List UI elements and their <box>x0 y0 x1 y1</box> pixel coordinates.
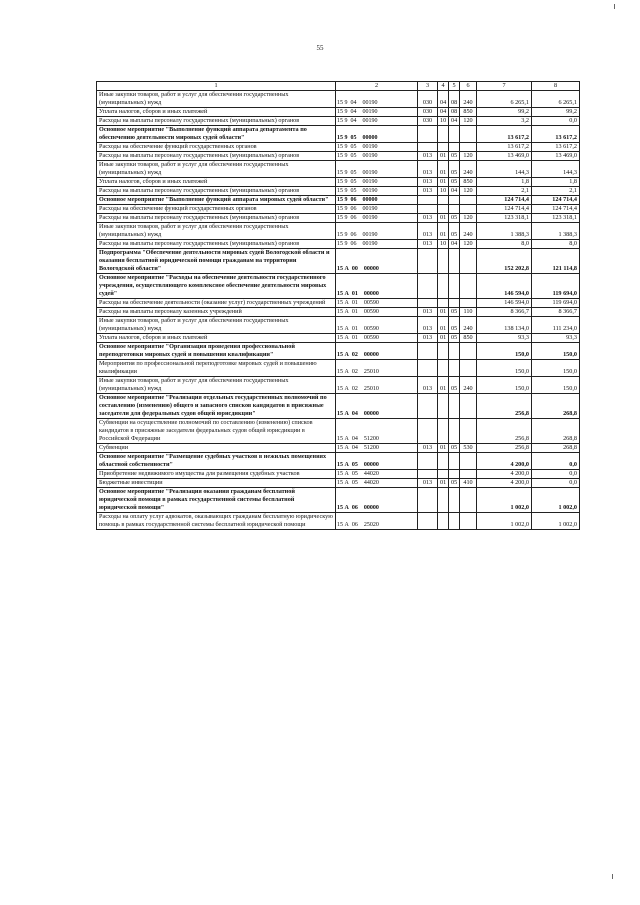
row-amount-year-2: 0,0 <box>532 453 580 470</box>
table-row <box>97 317 580 334</box>
row-expense-type: 530 <box>460 444 477 453</box>
table-row <box>97 274 580 299</box>
row-section-code: 10 <box>438 240 449 249</box>
table-row <box>97 308 580 317</box>
scan-mark-bottom <box>612 874 613 879</box>
row-name: Расходы на обеспечение функций государственных органов <box>97 143 336 152</box>
row-amount-year-2: 1 002,0 <box>532 513 580 530</box>
row-ministry-code: 030 <box>418 108 438 117</box>
row-section-code <box>438 249 449 274</box>
row-section-code: 10 <box>438 117 449 126</box>
row-subsection-code: 05 <box>449 479 460 488</box>
row-code: 15 А 01 00590 <box>336 308 418 317</box>
table-row <box>97 360 580 377</box>
row-code: 15 А 06 00000 <box>336 488 418 513</box>
row-section-code <box>438 394 449 419</box>
row-expense-type: 850 <box>460 178 477 187</box>
row-subsection-code <box>449 419 460 444</box>
row-name: Расходы на обеспечение деятельности (оказание услуг) государственных учреждений <box>97 299 336 308</box>
row-expense-type <box>460 470 477 479</box>
row-expense-type <box>460 126 477 143</box>
row-name: Основное мероприятие "Реализация оказания гражданам бесплатной юридической помощи в рамках государственной системы бесплатной юридической помощи" <box>97 488 336 513</box>
row-code: 15 9 06 00000 <box>336 196 418 205</box>
row-amount-year-2: 119 694,0 <box>532 299 580 308</box>
row-code: 15 9 05 00190 <box>336 143 418 152</box>
row-amount-year-2: 99,2 <box>532 108 580 117</box>
row-amount-year-1: 150,0 <box>477 377 532 394</box>
table-row <box>97 299 580 308</box>
row-code: 15 9 06 00190 <box>336 240 418 249</box>
row-amount-year-2: 123 318,1 <box>532 214 580 223</box>
row-amount-year-1: 1 002,0 <box>477 488 532 513</box>
row-expense-type: 240 <box>460 161 477 178</box>
table-row <box>97 249 580 274</box>
row-ministry-code <box>418 126 438 143</box>
row-ministry-code <box>418 343 438 360</box>
row-subsection-code <box>449 470 460 479</box>
table-row <box>97 152 580 161</box>
row-section-code <box>438 143 449 152</box>
row-ministry-code: 013 <box>418 377 438 394</box>
column-header: 4 <box>438 82 449 91</box>
row-code: 15 9 05 00190 <box>336 178 418 187</box>
row-code: 15 А 02 00000 <box>336 343 418 360</box>
row-name: Бюджетные инвестиции <box>97 479 336 488</box>
row-amount-year-2: 0,0 <box>532 470 580 479</box>
row-code: 15 А 01 00000 <box>336 274 418 299</box>
row-code: 15 А 05 44020 <box>336 479 418 488</box>
row-amount-year-1: 124 714,4 <box>477 196 532 205</box>
table-row <box>97 126 580 143</box>
row-amount-year-1: 256,8 <box>477 444 532 453</box>
row-code: 15 9 05 00190 <box>336 187 418 196</box>
scan-mark-top <box>614 4 615 9</box>
row-section-code: 01 <box>438 152 449 161</box>
row-expense-type: 850 <box>460 108 477 117</box>
table-row <box>97 444 580 453</box>
row-subsection-code: 05 <box>449 334 460 343</box>
row-amount-year-1: 2,1 <box>477 187 532 196</box>
table-row <box>97 394 580 419</box>
row-name: Расходы на оплату услуг адвокатов, оказывающих гражданам бесплатную юридическую помощь в рамках государственной системы бесплатной юридической помощи <box>97 513 336 530</box>
table-row <box>97 91 580 108</box>
row-name: Приобретение недвижимого имущества для размещения судебных участков <box>97 470 336 479</box>
row-amount-year-2: 268,8 <box>532 419 580 444</box>
row-name: Расходы на выплаты персоналу государственных (муниципальных) органов <box>97 214 336 223</box>
row-section-code <box>438 419 449 444</box>
row-ministry-code: 013 <box>418 317 438 334</box>
table-row <box>97 196 580 205</box>
row-ministry-code <box>418 488 438 513</box>
row-ministry-code: 013 <box>418 161 438 178</box>
row-amount-year-1: 1,8 <box>477 178 532 187</box>
row-subsection-code <box>449 143 460 152</box>
row-section-code <box>438 360 449 377</box>
row-amount-year-1: 146 594,0 <box>477 274 532 299</box>
row-code: 15 А 00 00000 <box>336 249 418 274</box>
row-expense-type: 410 <box>460 479 477 488</box>
table-row <box>97 143 580 152</box>
row-section-code: 01 <box>438 377 449 394</box>
row-amount-year-1: 13 617,2 <box>477 126 532 143</box>
column-header: 2 <box>336 82 418 91</box>
row-section-code: 01 <box>438 223 449 240</box>
row-expense-type <box>460 394 477 419</box>
row-amount-year-1: 4 200,0 <box>477 453 532 470</box>
row-amount-year-1: 8 366,7 <box>477 308 532 317</box>
row-name: Основное мероприятие "Расходы на обеспечение деятельности государственного учреждения, осуществляющего комплексное обеспечение деятельности мировых судей" <box>97 274 336 299</box>
row-name: Расходы на выплаты персоналу государственных (муниципальных) органов <box>97 117 336 126</box>
row-subsection-code <box>449 513 460 530</box>
row-section-code: 01 <box>438 308 449 317</box>
row-name: Субвенции на осуществление полномочий по составлению (изменению) списков кандидатов в присяжные заседатели федеральных судов общей юрисдикции в Российской Федерации <box>97 419 336 444</box>
row-amount-year-2: 2,1 <box>532 187 580 196</box>
row-code: 15 9 04 00190 <box>336 108 418 117</box>
table-row <box>97 240 580 249</box>
row-subsection-code: 04 <box>449 187 460 196</box>
row-amount-year-1: 150,0 <box>477 360 532 377</box>
table-row <box>97 214 580 223</box>
row-name: Основное мероприятие "Реализация отдельных государственных полномочий по составлению (изменению) общего и запасного списков кандидатов в присяжные заседатели для федеральных судов общей юрисдикции" <box>97 394 336 419</box>
row-section-code: 01 <box>438 479 449 488</box>
row-ministry-code: 013 <box>418 178 438 187</box>
table-row <box>97 223 580 240</box>
row-subsection-code: 08 <box>449 91 460 108</box>
row-amount-year-1: 4 200,0 <box>477 470 532 479</box>
row-name: Иные закупки товаров, работ и услуг для обеспечения государственных (муниципальных) нужд <box>97 377 336 394</box>
table-row <box>97 513 580 530</box>
row-subsection-code: 05 <box>449 152 460 161</box>
table-row <box>97 419 580 444</box>
row-ministry-code <box>418 394 438 419</box>
row-section-code: 10 <box>438 187 449 196</box>
table-row <box>97 117 580 126</box>
row-ministry-code <box>418 419 438 444</box>
row-subsection-code: 05 <box>449 317 460 334</box>
table-row <box>97 178 580 187</box>
row-amount-year-2: 1 388,3 <box>532 223 580 240</box>
row-expense-type <box>460 453 477 470</box>
row-section-code <box>438 196 449 205</box>
row-code: 15 А 04 51200 <box>336 419 418 444</box>
row-name: Основное мероприятие "Выполнение функций аппарата департамента по обеспечению деятельности мировых судей области" <box>97 126 336 143</box>
row-name: Мероприятия по профессиональной переподготовке мировых судей и повышению квалификации <box>97 360 336 377</box>
row-amount-year-2: 121 114,8 <box>532 249 580 274</box>
row-section-code: 01 <box>438 214 449 223</box>
row-subsection-code <box>449 488 460 513</box>
row-amount-year-2: 119 694,0 <box>532 274 580 299</box>
row-subsection-code: 05 <box>449 308 460 317</box>
row-expense-type <box>460 249 477 274</box>
row-ministry-code <box>418 360 438 377</box>
row-section-code: 01 <box>438 334 449 343</box>
row-code: 15 9 04 00190 <box>336 117 418 126</box>
row-expense-type <box>460 360 477 377</box>
row-amount-year-2: 1,8 <box>532 178 580 187</box>
row-code: 15 9 05 00190 <box>336 161 418 178</box>
row-section-code: 04 <box>438 108 449 117</box>
table-row <box>97 205 580 214</box>
row-section-code <box>438 299 449 308</box>
row-expense-type <box>460 274 477 299</box>
row-amount-year-1: 256,8 <box>477 394 532 419</box>
row-amount-year-2: 124 714,4 <box>532 196 580 205</box>
row-ministry-code: 013 <box>418 152 438 161</box>
row-code: 15 А 06 25020 <box>336 513 418 530</box>
row-code: 15 9 04 00190 <box>336 91 418 108</box>
row-code: 15 А 05 00000 <box>336 453 418 470</box>
row-subsection-code <box>449 196 460 205</box>
row-amount-year-2: 268,8 <box>532 444 580 453</box>
row-code: 15 А 01 00590 <box>336 299 418 308</box>
row-expense-type <box>460 196 477 205</box>
row-amount-year-1: 13 469,0 <box>477 152 532 161</box>
row-subsection-code <box>449 249 460 274</box>
row-code: 15 А 04 51200 <box>336 444 418 453</box>
row-expense-type <box>460 299 477 308</box>
row-amount-year-1: 4 200,0 <box>477 479 532 488</box>
row-section-code <box>438 343 449 360</box>
row-amount-year-2: 150,0 <box>532 377 580 394</box>
row-code: 15 9 06 00190 <box>336 223 418 240</box>
row-ministry-code <box>418 470 438 479</box>
row-expense-type <box>460 513 477 530</box>
row-amount-year-2: 0,0 <box>532 117 580 126</box>
row-ministry-code <box>418 274 438 299</box>
row-expense-type: 120 <box>460 240 477 249</box>
row-subsection-code: 05 <box>449 161 460 178</box>
column-header: 7 <box>477 82 532 91</box>
row-amount-year-2: 13 469,0 <box>532 152 580 161</box>
row-amount-year-2: 144,3 <box>532 161 580 178</box>
row-amount-year-1: 124 714,4 <box>477 205 532 214</box>
row-amount-year-1: 152 202,8 <box>477 249 532 274</box>
row-subsection-code <box>449 205 460 214</box>
row-expense-type <box>460 419 477 444</box>
row-name: Подпрограмма "Обеспечение деятельности мировых судей Вологодской области и оказания бесплатной юридической помощи гражданам на территории Вологодской области" <box>97 249 336 274</box>
row-amount-year-1: 93,3 <box>477 334 532 343</box>
row-subsection-code: 05 <box>449 444 460 453</box>
row-subsection-code <box>449 299 460 308</box>
row-expense-type: 850 <box>460 334 477 343</box>
row-name: Иные закупки товаров, работ и услуг для обеспечения государственных (муниципальных) нужд <box>97 317 336 334</box>
row-ministry-code: 013 <box>418 444 438 453</box>
row-amount-year-2: 268,8 <box>532 394 580 419</box>
row-name: Основное мероприятие "Организация проведения профессиональной переподготовки мировых судей и повышения квалификации" <box>97 343 336 360</box>
row-amount-year-1: 99,2 <box>477 108 532 117</box>
row-ministry-code: 013 <box>418 334 438 343</box>
row-expense-type: 240 <box>460 377 477 394</box>
row-subsection-code: 05 <box>449 214 460 223</box>
row-name: Расходы на обеспечение функций государственных органов <box>97 205 336 214</box>
row-ministry-code: 013 <box>418 214 438 223</box>
row-amount-year-1: 123 318,1 <box>477 214 532 223</box>
row-amount-year-1: 1 002,0 <box>477 513 532 530</box>
row-amount-year-2: 0,0 <box>532 479 580 488</box>
row-name: Основное мероприятие "Выполнение функций аппарата мировых судей области" <box>97 196 336 205</box>
row-ministry-code <box>418 299 438 308</box>
row-amount-year-1: 8,0 <box>477 240 532 249</box>
row-amount-year-2: 93,3 <box>532 334 580 343</box>
row-name: Расходы на выплаты персоналу государственных (муниципальных) органов <box>97 187 336 196</box>
column-header: 1 <box>97 82 336 91</box>
table-row <box>97 334 580 343</box>
row-section-code: 01 <box>438 444 449 453</box>
row-code: 15 9 06 00190 <box>336 205 418 214</box>
row-amount-year-1: 3,2 <box>477 117 532 126</box>
row-ministry-code <box>418 513 438 530</box>
row-name: Иные закупки товаров, работ и услуг для обеспечения государственных (муниципальных) нужд <box>97 161 336 178</box>
row-subsection-code: 05 <box>449 178 460 187</box>
table-row <box>97 343 580 360</box>
row-code: 15 9 05 00190 <box>336 152 418 161</box>
row-expense-type <box>460 488 477 513</box>
row-section-code: 04 <box>438 91 449 108</box>
row-name: Расходы на выплаты персоналу государственных (муниципальных) органов <box>97 240 336 249</box>
row-subsection-code: 05 <box>449 377 460 394</box>
row-amount-year-1: 1 388,3 <box>477 223 532 240</box>
row-section-code <box>438 274 449 299</box>
row-ministry-code: 030 <box>418 91 438 108</box>
row-section-code <box>438 453 449 470</box>
row-section-code: 01 <box>438 317 449 334</box>
page-number: 55 <box>316 44 324 52</box>
row-amount-year-2: 8 366,7 <box>532 308 580 317</box>
row-ministry-code <box>418 205 438 214</box>
row-section-code: 01 <box>438 178 449 187</box>
row-code: 15 А 02 25010 <box>336 360 418 377</box>
row-ministry-code: 030 <box>418 117 438 126</box>
row-ministry-code <box>418 249 438 274</box>
row-expense-type <box>460 143 477 152</box>
row-name: Иные закупки товаров, работ и услуг для обеспечения государственных (муниципальных) нужд <box>97 223 336 240</box>
column-header: 8 <box>532 82 580 91</box>
row-expense-type: 240 <box>460 223 477 240</box>
column-header: 3 <box>418 82 438 91</box>
column-header: 6 <box>460 82 477 91</box>
row-amount-year-2: 13 617,2 <box>532 126 580 143</box>
row-subsection-code: 04 <box>449 240 460 249</box>
row-expense-type: 120 <box>460 152 477 161</box>
row-name: Расходы на выплаты персоналу государственных (муниципальных) органов <box>97 152 336 161</box>
row-subsection-code <box>449 394 460 419</box>
table-row <box>97 377 580 394</box>
column-header: 5 <box>449 82 460 91</box>
row-ministry-code: 013 <box>418 240 438 249</box>
row-expense-type <box>460 343 477 360</box>
row-name: Иные закупки товаров, работ и услуг для обеспечения государственных (муниципальных) нужд <box>97 91 336 108</box>
row-amount-year-1: 138 134,0 <box>477 317 532 334</box>
row-ministry-code: 013 <box>418 223 438 240</box>
row-amount-year-1: 256,8 <box>477 419 532 444</box>
table-row <box>97 470 580 479</box>
row-subsection-code <box>449 126 460 143</box>
row-name: Уплата налогов, сборов и иных платежей <box>97 334 336 343</box>
row-code: 15 9 06 00190 <box>336 214 418 223</box>
row-amount-year-1: 6 265,1 <box>477 91 532 108</box>
header-row <box>97 82 580 91</box>
row-name: Расходы на выплаты персоналу казенных учреждений <box>97 308 336 317</box>
row-amount-year-2: 124 714,4 <box>532 205 580 214</box>
table-body <box>97 91 580 530</box>
row-ministry-code <box>418 196 438 205</box>
row-amount-year-2: 111 234,0 <box>532 317 580 334</box>
row-code: 15 А 05 44020 <box>336 470 418 479</box>
row-code: 15 9 05 00000 <box>336 126 418 143</box>
row-amount-year-1: 150,0 <box>477 343 532 360</box>
row-name: Уплата налогов, сборов и иных платежей <box>97 178 336 187</box>
row-ministry-code: 013 <box>418 479 438 488</box>
row-amount-year-2: 150,0 <box>532 360 580 377</box>
table-row <box>97 161 580 178</box>
row-code: 15 А 04 00000 <box>336 394 418 419</box>
row-amount-year-2: 8,0 <box>532 240 580 249</box>
row-name: Уплата налогов, сборов и иных платежей <box>97 108 336 117</box>
row-section-code: 01 <box>438 161 449 178</box>
row-code: 15 А 01 00590 <box>336 334 418 343</box>
table-row <box>97 479 580 488</box>
row-code: 15 А 01 00590 <box>336 317 418 334</box>
row-amount-year-2: 6 265,1 <box>532 91 580 108</box>
row-expense-type <box>460 205 477 214</box>
row-subsection-code <box>449 360 460 377</box>
row-amount-year-1: 146 594,0 <box>477 299 532 308</box>
row-subsection-code: 08 <box>449 108 460 117</box>
row-section-code <box>438 126 449 143</box>
row-subsection-code: 04 <box>449 117 460 126</box>
row-section-code <box>438 470 449 479</box>
row-name: Основное мероприятие "Размещение судебных участков в нежилых помещениях областной собственности" <box>97 453 336 470</box>
row-expense-type: 120 <box>460 187 477 196</box>
row-subsection-code <box>449 343 460 360</box>
row-ministry-code <box>418 453 438 470</box>
row-amount-year-2: 1 002,0 <box>532 488 580 513</box>
row-amount-year-1: 144,3 <box>477 161 532 178</box>
row-amount-year-2: 150,0 <box>532 343 580 360</box>
table-row <box>97 108 580 117</box>
row-subsection-code <box>449 453 460 470</box>
row-name: Субвенции <box>97 444 336 453</box>
row-ministry-code: 013 <box>418 308 438 317</box>
row-expense-type: 120 <box>460 117 477 126</box>
table-row <box>97 488 580 513</box>
row-subsection-code: 05 <box>449 223 460 240</box>
row-subsection-code <box>449 274 460 299</box>
row-amount-year-1: 13 617,2 <box>477 143 532 152</box>
row-section-code <box>438 513 449 530</box>
row-expense-type: 240 <box>460 317 477 334</box>
row-section-code <box>438 488 449 513</box>
row-section-code <box>438 205 449 214</box>
row-ministry-code <box>418 143 438 152</box>
row-expense-type: 120 <box>460 214 477 223</box>
table-row <box>97 187 580 196</box>
row-amount-year-2: 13 617,2 <box>532 143 580 152</box>
row-expense-type: 240 <box>460 91 477 108</box>
row-expense-type: 110 <box>460 308 477 317</box>
row-code: 15 А 02 25010 <box>336 377 418 394</box>
row-ministry-code: 013 <box>418 187 438 196</box>
table-row <box>97 453 580 470</box>
budget-table <box>96 81 580 530</box>
